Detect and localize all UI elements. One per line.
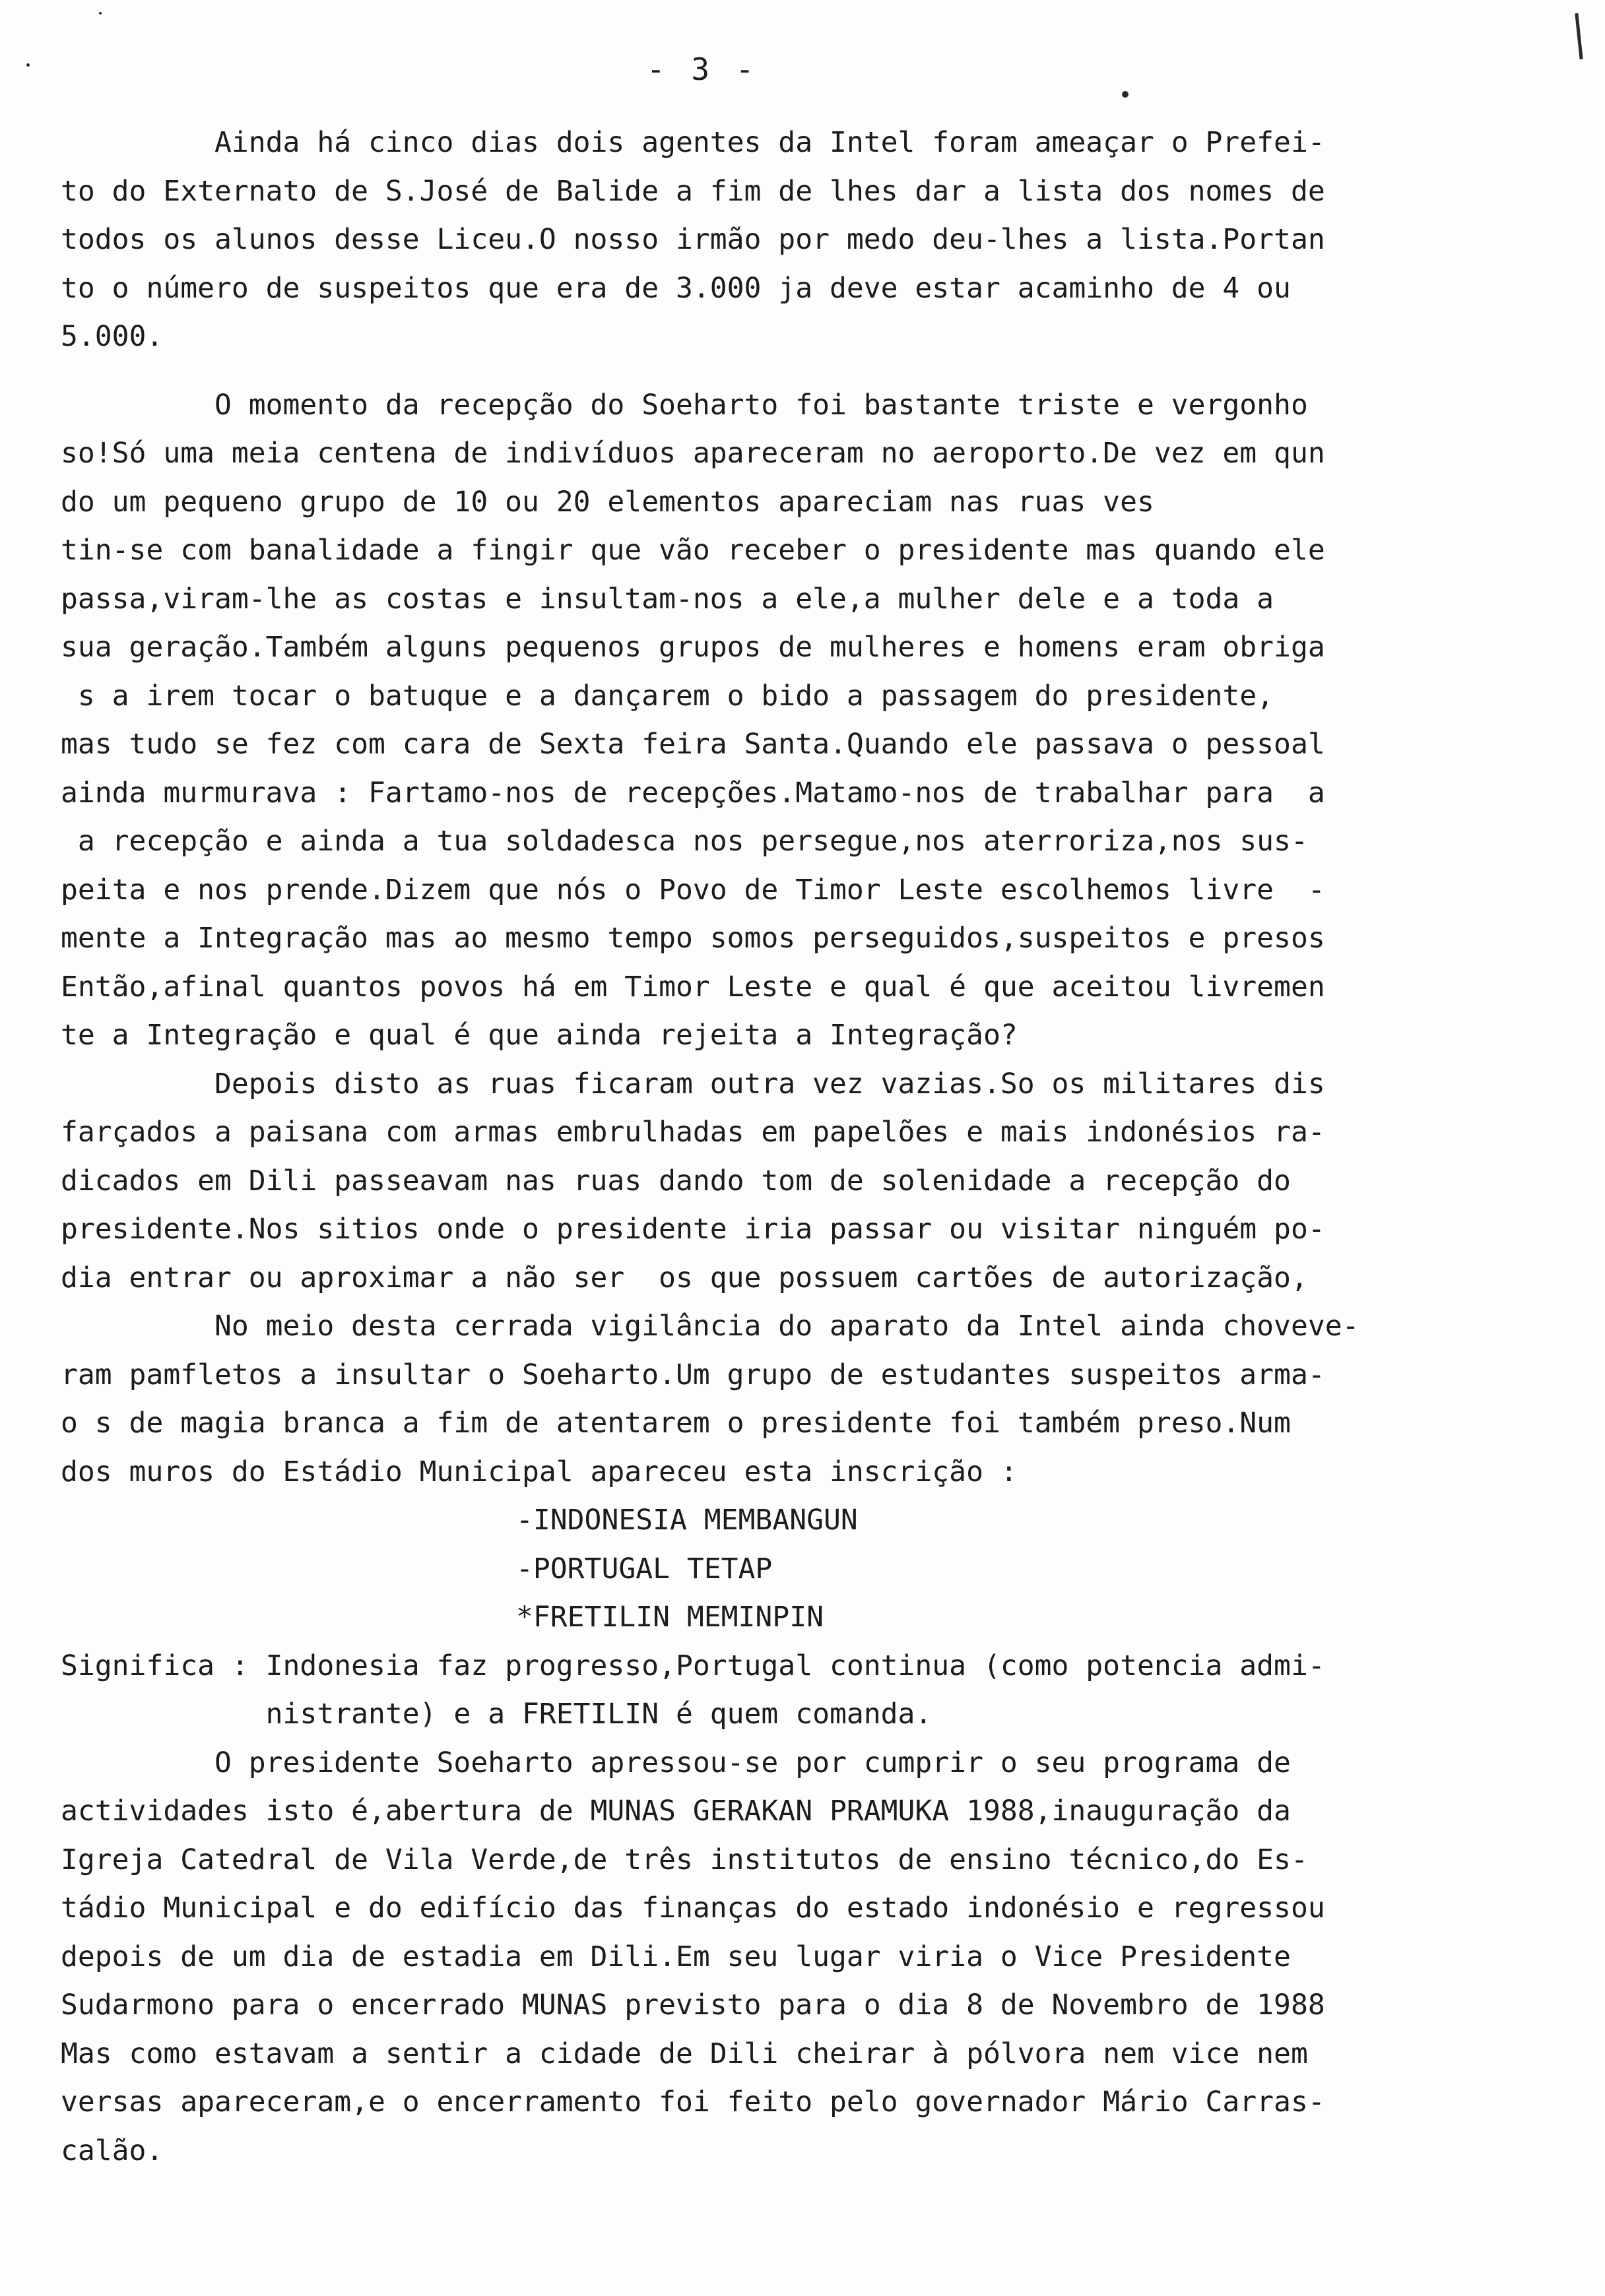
- ink-speck: [99, 12, 102, 15]
- text-line: versas apareceram,e o encerramento foi feito pelo governador Mário Carras-: [61, 2086, 1325, 2119]
- text-line: calão.: [61, 2134, 164, 2167]
- text-line: dos muros do Estádio Municipal apareceu esta inscrição :: [61, 1455, 1018, 1488]
- text-line: O presidente Soeharto apressou-se por cumprir o seu programa de: [61, 1746, 1291, 1779]
- text-line: No meio desta cerrada vigilância do aparato da Intel ainda choveve-: [61, 1310, 1359, 1343]
- inscription-slogans: [61, 1496, 1532, 1642]
- text-line: depois de um dia de estadia em Dili.Em seu lugar viria o Vice Presidente: [61, 1940, 1291, 1973]
- ink-speck: [1122, 91, 1129, 98]
- text-line: todos os alunos desse Liceu.O nosso irmão por medo deu-lhes a lista.Portan: [61, 223, 1325, 256]
- text-line: ainda murmurava : Fartamo-nos de recepções.Matamo-nos de trabalhar para a: [61, 776, 1325, 810]
- ink-speck: [26, 63, 30, 67]
- text-line: dia entrar ou aproximar a não ser os que possuem cartões de autorização,: [61, 1261, 1308, 1294]
- text-line: to o número de suspeitos que era de 3.000 ja deve estar acaminho de 4 ou: [61, 271, 1291, 305]
- text-line: passa,viram-lhe as costas e insultam-nos a ele,a mulher dele e a toda a: [61, 582, 1274, 616]
- paragraph-empty-streets: [61, 1060, 1532, 1303]
- text-line: te a Integração e qual é que ainda rejeita a Integração?: [61, 1019, 1018, 1052]
- text-line: to do Externato de S.José de Balide a fim de lhes dar a lista dos nomes de: [61, 174, 1325, 208]
- text-line: tádio Municipal e do edifício das finanças do estado indonésio e regressou: [61, 1892, 1325, 1925]
- text-line: do um pequeno grupo de 10 ou 20 elementos apareciam nas ruas ves: [61, 485, 1154, 519]
- slogan-line: -INDONESIA MEMBANGUN: [516, 1504, 858, 1537]
- text-line: O momento da recepção do Soeharto foi bastante triste e vergonho: [61, 388, 1308, 422]
- document-body: [61, 119, 1532, 2175]
- text-line: Sudarmono para o encerrado MUNAS previsto para o dia 8 de Novembro de 1988: [61, 1989, 1325, 2022]
- slogan-line: -PORTUGAL TETAP: [516, 1552, 773, 1585]
- text-line: Então,afinal quantos povos há em Timor Leste e qual é que aceitou livremen: [61, 970, 1325, 1004]
- text-line: actividades isto é,abertura de MUNAS GERAKAN PRAMUKA 1988,inauguração da: [61, 1795, 1291, 1828]
- slogan-line: *FRETILIN MEMINPIN: [516, 1601, 824, 1634]
- text-line: mente a Integração mas ao mesmo tempo somos perseguidos,suspeitos e presos: [61, 922, 1325, 955]
- paragraph-pamphlets: [61, 1302, 1532, 1496]
- text-line: sua geração.Também alguns pequenos grupos de mulheres e homens eram obriga: [61, 631, 1325, 664]
- paragraph-reception: [61, 381, 1532, 1060]
- paragraph-intel-agents: [61, 119, 1532, 362]
- text-line: mas tudo se fez com cara de Sexta feira Santa.Quando ele passava o pessoal: [61, 728, 1325, 761]
- text-line: so!Só uma meia centena de indivíduos apareceram no aeroporto.De vez em qun: [61, 437, 1325, 470]
- text-line: a recepção e ainda a tua soldadesca nos persegue,nos aterroriza,nos sus-: [61, 825, 1308, 858]
- text-line: dicados em Dili passeavam nas ruas dando tom de solenidade a recepção do: [61, 1164, 1291, 1197]
- text-line: farçados a paisana com armas embrulhadas em papelões e mais indonésios ra-: [61, 1116, 1325, 1149]
- text-line: ram pamfletos a insultar o Soeharto.Um grupo de estudantes suspeitos arma-: [61, 1358, 1325, 1391]
- text-line: Significa : Indonesia faz progresso,Portugal continua (como potencia admi-: [61, 1649, 1325, 1682]
- text-line: 5.000.: [61, 320, 164, 353]
- text-line: Igreja Catedral de Vila Verde,de três institutos de ensino técnico,do Es-: [61, 1843, 1308, 1876]
- text-line: nistrante) e a FRETILIN é quem comanda.: [61, 1698, 933, 1731]
- paragraph-meaning: [61, 1642, 1532, 1739]
- text-line: presidente.Nos sitios onde o presidente iria passar ou visitar ninguém po-: [61, 1213, 1325, 1246]
- text-line: tin-se com banalidade a fingir que vão receber o presidente mas quando ele: [61, 534, 1325, 567]
- text-line: Ainda há cinco dias dois agentes da Intel foram ameaçar o Prefei-: [61, 126, 1325, 159]
- text-line: Mas como estavam a sentir a cidade de Dili cheirar à pólvora nem vice nem: [61, 2037, 1308, 2070]
- text-line: peita e nos prende.Dizem que nós o Povo de Timor Leste escolhemos livre -: [61, 873, 1325, 907]
- paragraph-closing: [61, 1739, 1532, 2176]
- margin-stroke: [1575, 13, 1583, 59]
- text-line: Depois disto as ruas ficaram outra vez vazias.So os militares dis: [61, 1067, 1325, 1100]
- page-number: - 3 -: [647, 51, 758, 87]
- text-line: s a irem tocar o batuque e a dançarem o bido a passagem do presidente,: [61, 679, 1274, 713]
- text-line: o s de magia branca a fim de atentarem o presidente foi também preso.Num: [61, 1407, 1291, 1440]
